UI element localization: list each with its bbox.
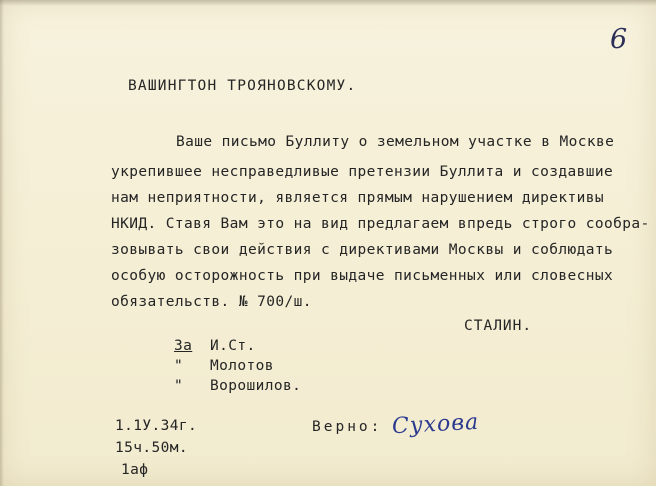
signature-row-2 [174, 358, 274, 374]
date-line: 1.1У.34г. [115, 418, 198, 434]
reference-code: 1аф [121, 462, 149, 478]
body-line-2: укрепившее несправедливые претензии Буллита и создавшие [111, 164, 614, 180]
time-line: 15ч.50м. [115, 440, 189, 456]
signature-prefix: " [174, 378, 184, 394]
addressee-line: ВАШИНГТОН ТРОЯНОВСКОМУ. [128, 78, 357, 94]
signature-name: Молотов [210, 358, 274, 374]
signer-name: СТАЛИН. [464, 318, 533, 334]
certification-label: Верно: [312, 419, 383, 435]
body-line-5: зовывать свои действия с директивами Москвы и соблюдать [111, 242, 614, 258]
handwritten-signature: Сухова [391, 409, 480, 440]
body-line-4: НКИД. Ставя Вам это на вид предлагаем впредь строго сообра- [111, 216, 650, 232]
signature-name: И.Ст. [210, 338, 256, 354]
signature-name: Ворошилов. [210, 378, 302, 394]
body-line-7: обязательств. № 700/ш. [111, 294, 312, 310]
signature-row-3 [174, 378, 301, 394]
page-shadow-left [0, 0, 4, 486]
page-number: 6 [610, 24, 628, 55]
body-line-3: нам неприятности, является прямым нарушением директивы [111, 190, 605, 206]
body-line-1: Ваше письмо Буллиту о земельном участке в Москве [176, 134, 615, 150]
page-shadow-top [0, 0, 656, 6]
signature-prefix: За [174, 338, 193, 354]
signature-prefix: " [174, 358, 184, 374]
signature-row-1 [174, 338, 256, 354]
body-line-6: особую осторожность при выдаче письменных или словесных [111, 268, 614, 284]
